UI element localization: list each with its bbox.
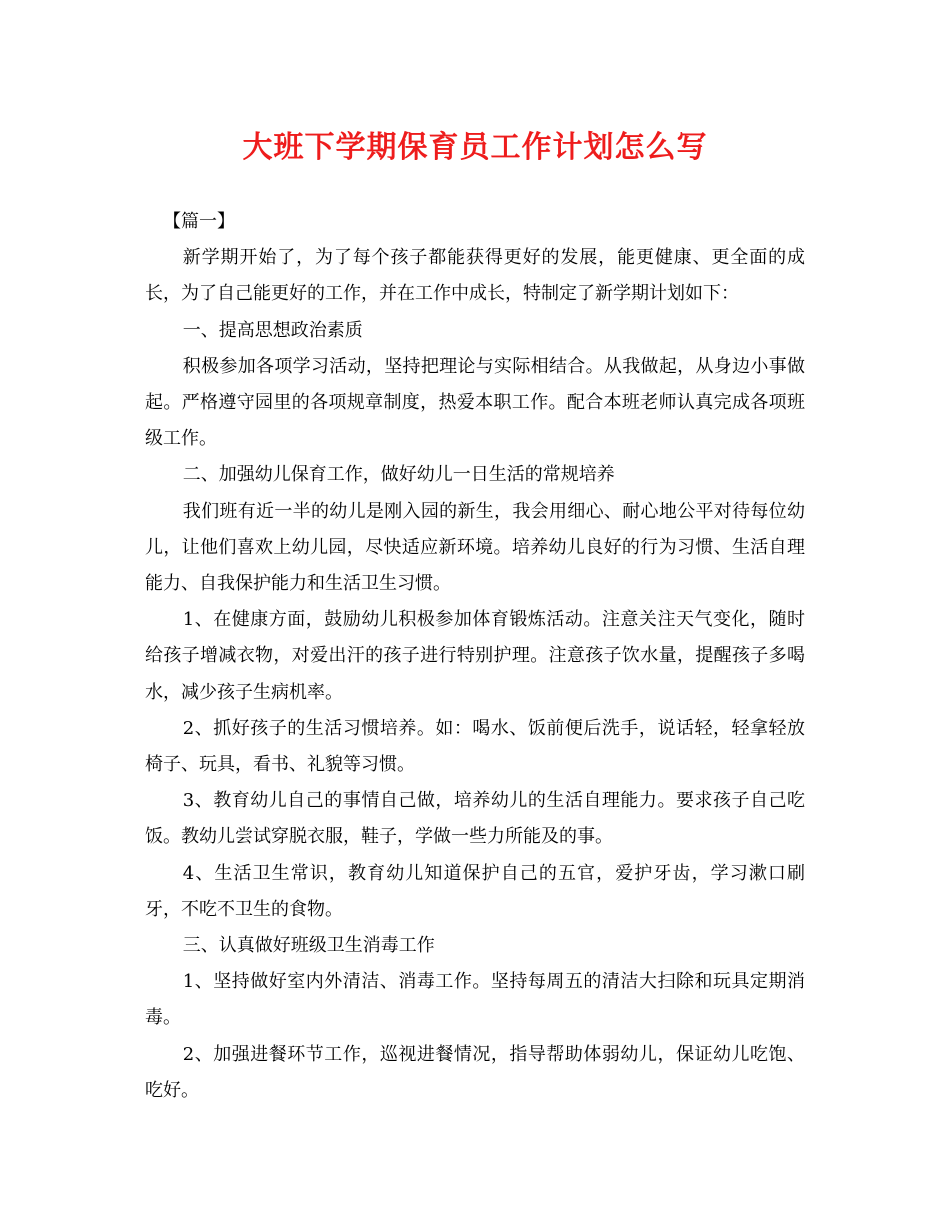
- document-body: [145, 204, 805, 1109]
- section-label: 【篇一】: [163, 211, 235, 232]
- heading-section-2: 二、加强幼儿保育工作，做好幼儿一日生活的常规培养: [182, 464, 615, 486]
- list-item: 2、加强进餐环节工作，巡视进餐情况，指导帮助体弱幼儿，保证幼儿吃饱、吃好。: [145, 1043, 805, 1101]
- list-item: 1、在健康方面，鼓励幼儿积极参加体育锻炼活动。注意关注天气变化，随时给孩子增减衣物，对爱出汗的孩子进行特别护理。注意孩子饮水量，提醒孩子多喝水，减少孩子生病机率。: [145, 609, 805, 703]
- list-item: 1、坚持做好室内外清洁、消毒工作。坚持每周五的清洁大扫除和玩具定期消毒。: [145, 971, 805, 1029]
- paragraph-intro: 新学期开始了，为了每个孩子都能获得更好的发展，能更健康、更全面的成长，为了自己能更好的工作，并在工作中成长，特制定了新学期计划如下：: [145, 247, 805, 305]
- list-item: 2、抓好孩子的生活习惯培养。如：喝水、饭前便后洗手，说话轻，轻拿轻放椅子、玩具，看书、礼貌等习惯。: [145, 717, 805, 776]
- list-item: 4、生活卫生常识，教育幼儿知道保护自己的五官，爱护牙齿，学习漱口刷牙，不吃不卫生的食物。: [145, 862, 805, 920]
- paragraph: 积极参加各项学习活动，坚持把理论与实际相结合。从我做起，从身边小事做起。严格遵守园里的各项规章制度，热爱本职工作。配合本班老师认真完成各项班级工作。: [145, 355, 805, 450]
- list-item: 3、教育幼儿自己的事情自己做，培养幼儿的生活自理能力。要求孩子自己吃饭。教幼儿尝试穿脱衣服，鞋子，学做一些力所能及的事。: [145, 790, 805, 848]
- heading-section-1: 一、提高思想政治素质: [182, 319, 363, 341]
- document-title: 大班下学期保育员工作计划怎么写: [242, 130, 708, 165]
- paragraph: 我们班有近一半的幼儿是刚入园的新生，我会用细心、耐心地公平对待每位幼儿，让他们喜欢上幼儿园，尽快适应新环境。培养幼儿良好的行为习惯、生活自理能力、自我保护能力和生活卫生习惯。: [145, 500, 805, 595]
- heading-section-3: 三、认真做好班级卫生消毒工作: [182, 935, 435, 957]
